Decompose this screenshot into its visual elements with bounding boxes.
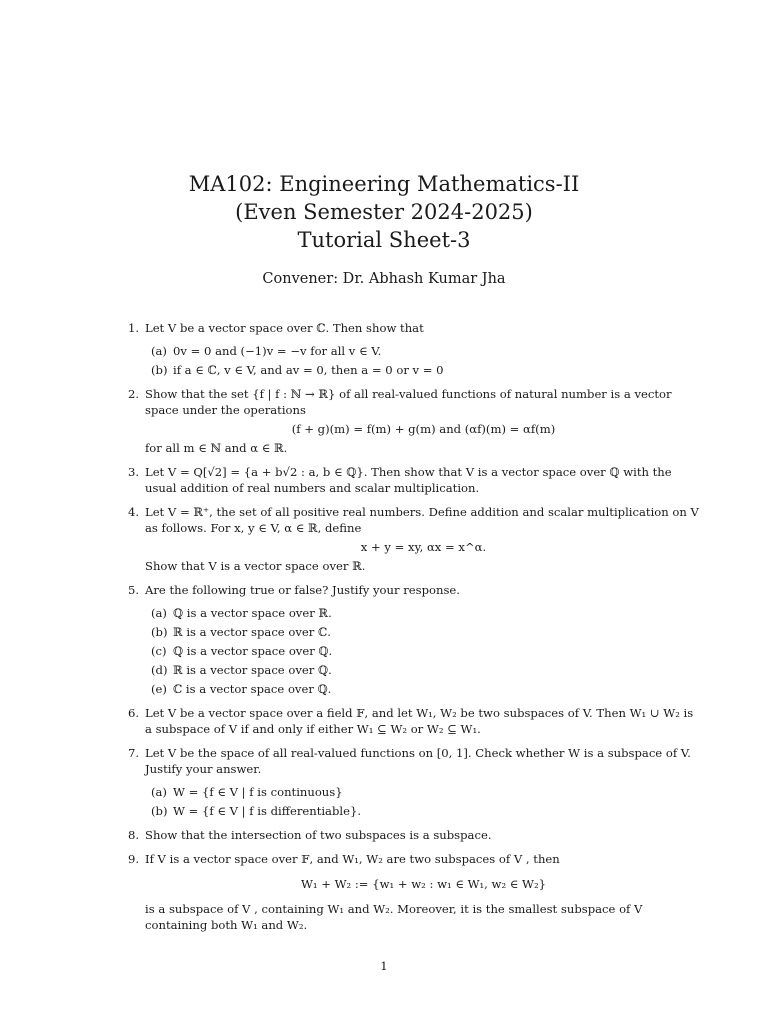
sheet-title: Tutorial Sheet-3: [297, 228, 471, 252]
problem-list: [128, 320, 702, 941]
problem-text: Let V be the space of all real-valued functions on [0, 1]. Check whether W is a subspace of V. Justify your answer.: [145, 746, 691, 776]
sub-item-label: (e): [151, 682, 167, 696]
problem-number: 7.: [128, 746, 140, 760]
sub-item-text: if a ∈ ℂ, v ∈ V, and av = 0, then a = 0 or v = 0: [173, 363, 444, 377]
problem-2: [128, 386, 702, 456]
problem-number: 3.: [128, 465, 140, 479]
problem-text-continued: for all m ∈ ℕ and α ∈ ℝ.: [145, 441, 288, 455]
sub-item-label: (a): [151, 785, 167, 799]
problem-number: 5.: [128, 583, 140, 597]
sub-item-label: (a): [151, 344, 167, 358]
sub-item: [151, 662, 702, 678]
display-equation: x + y = xy, αx = x^α.: [360, 540, 487, 554]
problem-text: Show that the set {f | f : ℕ → ℝ} of all real-valued functions of natural number is a vector space under the operations: [145, 387, 672, 417]
sub-item-list: [151, 784, 702, 819]
sub-item-label: (c): [151, 644, 167, 658]
sub-item-text: ℚ is a vector space over ℚ.: [173, 644, 333, 658]
problem-text-continued: is a subspace of V , containing W₁ and W₂. Moreover, it is the smallest subspace of V containing both W₁ and W₂.: [145, 902, 643, 932]
problem-6: [128, 705, 702, 737]
sub-item: [151, 605, 702, 621]
display-equation: W₁ + W₂ := {w₁ + w₂ : w₁ ∈ W₁, w₂ ∈ W₂}: [300, 877, 546, 891]
problem-text: Let V be a vector space over a field 𝔽, and let W₁, W₂ be two subspaces of V. Then W₁ ∪ W₂ is a subspace of V if and only if either W₁ ⊆ W₂ or W₂ ⊆ W₁.: [145, 706, 694, 736]
sub-item-label: (d): [151, 663, 168, 677]
title-block: [0, 170, 768, 254]
sub-item: [151, 803, 702, 819]
sub-item: [151, 624, 702, 640]
semester-line: (Even Semester 2024-2025): [235, 200, 533, 224]
sub-item-text: ℝ is a vector space over ℂ.: [173, 625, 331, 639]
problem-number: 8.: [128, 828, 140, 842]
display-equation: (f + g)(m) = f(m) + g(m) and (αf)(m) = αf(m): [291, 422, 556, 436]
sub-item-list: [151, 605, 702, 697]
sub-item-label: (b): [151, 363, 168, 377]
problem-number: 1.: [128, 321, 140, 335]
sub-item: [151, 681, 702, 697]
problem-text: Let V = ℝ⁺, the set of all positive real numbers. Define addition and scalar multiplication on V as follows. For x, y ∈ V, α ∈ ℝ, define: [145, 505, 699, 535]
problem-4: [128, 504, 702, 574]
problem-text: Let V = Q[√2] = {a + b√2 : a, b ∈ ℚ}. Then show that V is a vector space over ℚ with the usual addition of real numbers and scalar multiplication.: [145, 465, 672, 495]
sub-item-text: W = {f ∈ V | f is continuous}: [173, 785, 343, 799]
problem-number: 9.: [128, 852, 140, 866]
problem-text: Let V be a vector space over ℂ. Then show that: [145, 321, 424, 335]
convener-line: Convener: Dr. Abhash Kumar Jha: [262, 271, 506, 287]
problem-3: [128, 464, 702, 496]
problem-number: 4.: [128, 505, 140, 519]
sub-item-label: (a): [151, 606, 167, 620]
sub-item-list: [151, 343, 702, 378]
problem-number: 6.: [128, 706, 140, 720]
sub-item: [151, 343, 702, 359]
sub-item-text: W = {f ∈ V | f is differentiable}.: [173, 804, 362, 818]
problem-8: [128, 827, 702, 843]
sub-item: [151, 784, 702, 800]
course-title: MA102: Engineering Mathematics-II: [188, 172, 580, 196]
problem-text: If V is a vector space over 𝔽, and W₁, W₂ are two subspaces of V , then: [145, 852, 560, 866]
problem-9: [128, 851, 702, 933]
problem-text: Show that the intersection of two subspaces is a subspace.: [145, 828, 492, 842]
sub-item-label: (b): [151, 625, 168, 639]
sub-item-text: ℂ is a vector space over ℚ.: [173, 682, 332, 696]
sub-item-text: 0v = 0 and (−1)v = −v for all v ∈ V.: [173, 344, 382, 358]
sub-item: [151, 643, 702, 659]
sub-item: [151, 362, 702, 378]
sub-item-label: (b): [151, 804, 168, 818]
problem-text-continued: Show that V is a vector space over ℝ.: [145, 559, 366, 573]
sub-item-text: ℚ is a vector space over ℝ.: [173, 606, 332, 620]
problem-1: [128, 320, 702, 378]
sub-item-text: ℝ is a vector space over ℚ.: [173, 663, 332, 677]
problem-text: Are the following true or false? Justify your response.: [145, 583, 460, 597]
problem-5: [128, 582, 702, 697]
problem-7: [128, 745, 702, 819]
page-number: 1: [380, 959, 388, 973]
problem-number: 2.: [128, 387, 140, 401]
